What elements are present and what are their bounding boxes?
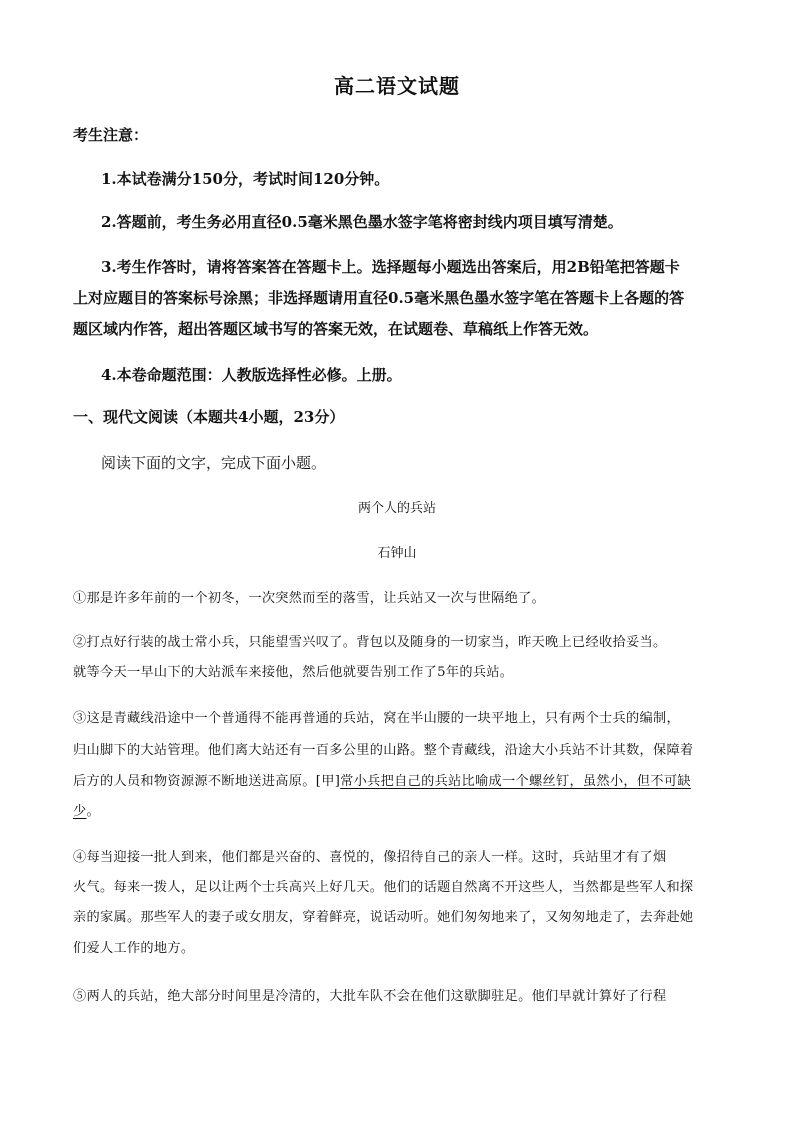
story-paragraph-4-line-1: ④每当迎接一批人到来，他们都是兴奋的、喜悦的，像招待自己的亲人一样。这时，兵站里才有了烟: [73, 850, 667, 865]
notice-item-3-line-2: 上对应题目的答案标号涂黑；非选择题请用直径0.5毫米黑色墨水签字笔在答题卡上各题的答: [73, 289, 685, 307]
notice-heading: 考生注意：: [73, 126, 149, 144]
story-paragraph-2-line-2: 就等今天一早山下的大站派车来接他，然后他就要告别工作了5年的兵站。: [73, 665, 514, 680]
section-instruction: 阅读下面的文字，完成下面小题。: [101, 454, 327, 472]
story-paragraph-1: ①那是许多年前的一个初冬，一次突然而至的落雪，让兵站又一次与世隔绝了。: [73, 591, 546, 606]
story-paragraph-3-line-2: 归山脚下的大站管理。他们离大站还有一百多公里的山路。整个青藏线，沿途大小兵站不计其数，保障着: [73, 743, 694, 758]
notice-item-1: 1.本试卷满分150分，考试时间120分钟。: [101, 170, 390, 188]
story-paragraph-5-line-1: ⑤两人的兵站，绝大部分时间里是冷清的，大批车队不会在他们这歇脚驻足。他们早就计算好了行程: [73, 989, 667, 1004]
story-paragraph-3-text: 后方的人员和物资源源不断地送进高原。[甲]: [73, 774, 341, 789]
story-paragraph-4-line-4: 们爱人工作的地方。: [73, 941, 195, 956]
notice-item-2: 2.答题前，考生务必用直径0.5毫米黑色墨水签字笔将密封线内项目填写清楚。: [101, 213, 623, 231]
underlined-sentence-jia-end: 少: [73, 804, 87, 819]
underlined-sentence-jia: 常小兵把自己的兵站比喻成一个螺丝钉，虽然小，但不可缺: [340, 774, 691, 789]
story-paragraph-4-line-3: 亲的家属。那些军人的妻子或女朋友，穿着鲜亮，说话动听。她们匆匆地来了，又匆匆地走了，去奔赴她: [73, 910, 694, 925]
story-paragraph-4-line-2: 火气。每来一拨人，足以让两个士兵高兴上好几天。他们的话题自然离不开这些人，当然都是些军人和探: [73, 880, 694, 895]
notice-item-4: 4.本卷命题范围：人教版选择性必修。上册。: [101, 366, 402, 384]
section-heading: 一、现代文阅读（本题共4小题，23分）: [73, 408, 345, 426]
story-paragraph-3-period: 。: [86, 804, 100, 819]
story-paragraph-3-line-3: [73, 770, 727, 789]
story-paragraph-3-line-4: [73, 800, 727, 819]
notice-item-3-line-1: 3.考生作答时，请将答案答在答题卡上。选择题每小题选出答案后，用2B铅笔把答题卡: [101, 258, 680, 276]
story-paragraph-3-line-1: ③这是青藏线沿途中一个普通得不能再普通的兵站，窝在半山腰的一块平地上，只有两个士兵的编制，: [73, 711, 680, 726]
page-title: 高二语文试题: [334, 74, 460, 98]
notice-item-3-line-3: 题区域内作答，超出答题区域书写的答案无效，在试题卷、草稿纸上作答无效。: [73, 320, 599, 338]
story-paragraph-2-line-1: ②打点好行装的战士常小兵，只能望雪兴叹了。背包以及随身的一切家当，昨天晚上已经收拾妥当。: [73, 635, 667, 650]
story-title: 两个人的兵站: [357, 501, 436, 516]
story-author: 石钟山: [377, 546, 417, 561]
